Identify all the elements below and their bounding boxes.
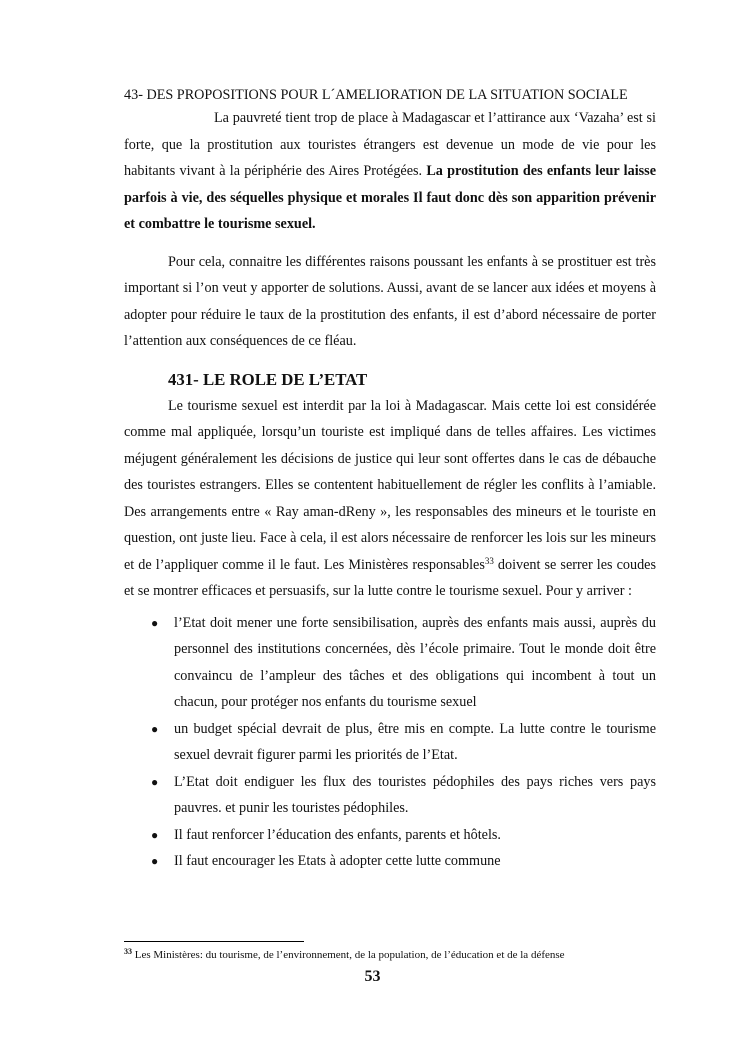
footnote-text: Les Ministères: du tourisme, de l’environnement, de la population, de l’éducation et de la défense [132,949,565,961]
footnote [124,947,684,963]
page-body [124,86,656,875]
paragraph-intro [124,105,656,238]
list-item-text: l’Etat doit mener une forte sensibilisation, auprès des enfants mais aussi, auprès du personnel des institutions concernées, dès l’école primaire. Tout le monde doit être convaincu de l’ampleur des tâches et des obligations qui incombent à tout un chacun, pour protéger nos enfants du tourisme sexuel [174,614,656,710]
page-number: 53 [364,968,381,985]
bullet-icon: ● [151,827,159,842]
footnote-reference[interactable]: 33 [484,555,494,566]
footnote-number: 33 [124,947,132,956]
subsection-title: 431- LE ROLE DE L’ETAT [168,369,368,389]
bullet-icon: ● [151,854,159,868]
paragraph-role-text-end: doivent se serrer les coudes et se montrer efficaces et persuasifs, sur la lutte contre le tourisme sexuel. Pour y arriver : [124,556,656,599]
bullet-icon: ● [151,721,159,736]
paragraph-intro-bold: La prostitution des enfants leur laisse parfois à vie, des séquelles physique et morales Il faut donc dès son apparition prévenir et combattre le tourisme sexuel. [124,163,656,232]
list-item [124,610,656,716]
paragraph-reasons: Pour cela, connaitre les différentes raisons poussant les enfants à se prostituer est très important si l’on veut y apporter de solutions. Aussi, avant de se lancer aux idées et moyens à adopter pour réduire le taux de la prostitution des enfants, il est d’abord nécessaire de porter l’attention aux conséquences de ce fléau. [124,253,656,349]
paragraph-intro-text: La pauvreté tient trop de place à Madagascar et l’attirance aux ‘Vazaha’ est si forte, que la prostitution aux touristes étrangers est devenue un mode de vie pour les habitants vivant à la périphérie des Aires Protégées. [124,110,656,179]
list-item-text: Il faut encourager les Etats à adopter cette lutte commune [174,853,501,869]
section-title: 43- DES PROPOSITIONS POUR L´AMELIORATION DE LA SITUATION SOCIALE [124,87,628,103]
list-item-text: un budget spécial devrait de plus, être mis en compte. La lutte contre le tourisme sexuel devrait figurer parmi les priorités de l’Etat. [174,720,656,763]
list-item [124,848,656,875]
measures-list [124,610,656,875]
paragraph-role-state [124,393,656,605]
list-item-text: Il faut renforcer l’éducation des enfants, parents et hôtels. [174,826,501,843]
bullet-icon: ● [151,774,159,789]
list-item [124,716,656,769]
list-item [124,769,656,822]
footnote-divider [124,941,304,942]
bullet-icon: ● [151,615,159,630]
paragraph-role-text: Le tourisme sexuel est interdit par la loi à Madagascar. Mais cette loi est considérée comme mal appliquée, lorsqu’un touriste est impliqué dans de telles affaires. Les victimes méjugent généralement les décisions de justice qui leur sont offertes dans le cas de débauche des touristes estrangers. Elles se contentent habituellement de régler les conflits à l’amiable. Des arrangements entre « Ray aman-dReny », les responsables des mineurs et le touriste en question, ont juste lieu. Face à cela, il est alors nécessaire de renforcer les lois sur les mineurs et de l’appliquer comme il le faut. Les Ministères responsables [124,397,656,573]
list-item [124,822,656,849]
list-item-text: L’Etat doit endiguer les flux des touristes pédophiles des pays riches vers pays pauvres. et punir les touristes pédophiles. [174,773,656,816]
